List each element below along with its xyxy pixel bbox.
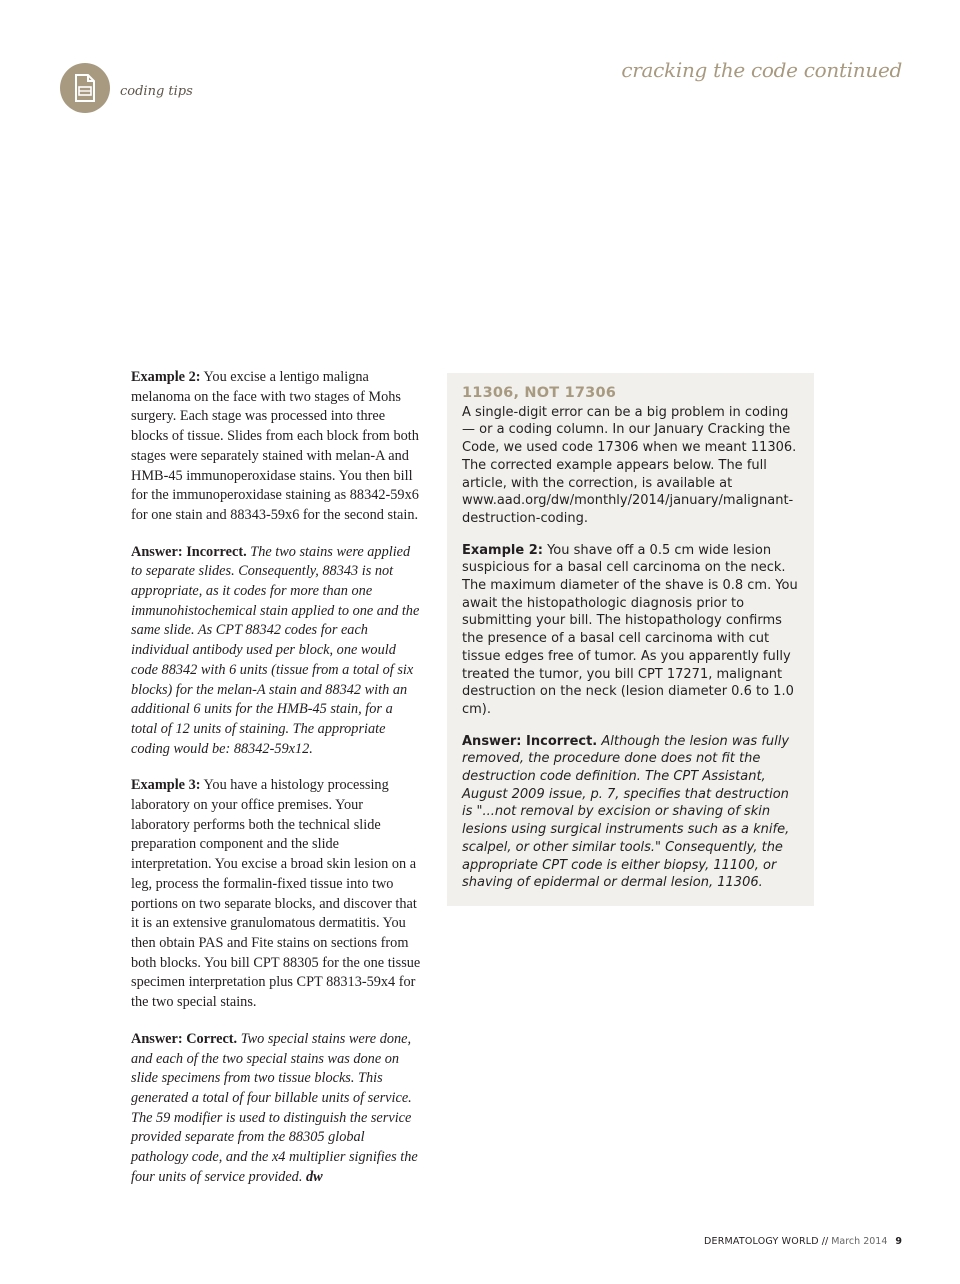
sidebar-example-2-label: Example 2:: [462, 542, 543, 558]
answer-3-text: Two special stains were done, and each of the two special stains was done on slide specimens from two tissue blocks. This generated a total of four billable units of service. The 59 modifier is used to distinguish the service provided separate from the 88305 global pathology code, and the x4 multiplier signifies the four units of service provided.: [131, 1030, 418, 1185]
sidebar-intro: A single-digit error can be a big problem in coding — or a coding column. In our January Cracking the Code, we used code 17306 when we meant 11306. The corrected example appears below. The full article, with the correction, is available at www.aad.org/dw/monthly/2014/january/malignant-destruction-coding.: [462, 404, 797, 526]
publication-name: DERMATOLOGY WORLD: [703, 1236, 819, 1247]
answer-2-text: The two stains were applied to separate slides. Consequently, 88343 is not appropriate, as it codes for more than one immunohistochemical stain applied to one and the same slide. As CPT 88342 codes for each individual antibody used per block, one would code 88342 with 6 units (tissue from a total of six blocks) for the melan-A stain and 88342 with an additional 6 units for the HMB-45 stain, for a total of 12 units of staining. The appropriate coding would be: 88342-59x12.: [131, 543, 420, 757]
example-2-label: Example 2:: [131, 369, 201, 385]
main-column: [131, 368, 421, 1204]
answer-3-label: Answer: Correct.: [131, 1030, 238, 1047]
example-3-paragraph: [131, 776, 421, 1012]
issue-date: March 2014: [831, 1236, 888, 1247]
document-icon: [73, 74, 97, 102]
sidebar-example-2: [462, 542, 799, 719]
section-badge: [60, 63, 110, 113]
sidebar-example-2-text: You shave off a 0.5 cm wide lesion suspicious for a basal cell carcinoma on the neck. The maximum diameter of the shave is 0.8 cm. You await the histopathologic diagnosis prior to submitting your bill. The histopathology confirms the presence of a basal cell carcinoma with cut tissue edges free of tumor. As you apparently fully treated the tumor, you bill CPT 17271, malignant destruction on the neck (lesion diameter 0.6 to 1.0 cm).: [462, 542, 798, 717]
sidebar-title: 11306, NOT 17306: [462, 385, 617, 401]
running-head: cracking the code continued: [621, 58, 902, 82]
sidebar-answer: [462, 733, 799, 892]
example-2-text: You excise a lentigo maligna melanoma on the face with two stages of Mohs surgery. Each stage was processed into three blocks of tissue. Slides from each block from both stages were separately stained with melan-A and HMB-45 immunoperoxidase stains. You then bill for the immunoperoxidase staining as 88342-59x6 for one stain and 88343-59x6 for the second stain.: [131, 369, 419, 523]
end-mark: dw: [305, 1168, 323, 1185]
page-footer: [704, 1236, 902, 1247]
correction-sidebar: [447, 373, 814, 906]
sidebar-answer-text: Although the lesion was fully removed, the procedure done does not fit the destruction code definition. The CPT Assistant, August 2009 issue, p. 7, specifies that destruction is "...not removal by excision or shaving of skin lesions using surgical instruments such as a knife, scalpel, or other similar tools." Consequently, the appropriate CPT code is either biopsy, 11100, or shaving of epidermal or dermal lesion, 11306.: [462, 733, 790, 891]
footer-separator: //: [818, 1236, 832, 1247]
page-number: 9: [895, 1236, 902, 1247]
section-label: coding tips: [120, 84, 193, 99]
sidebar-answer-label: Answer: Incorrect.: [462, 733, 598, 749]
example-3-label: Example 3:: [131, 777, 201, 794]
answer-2-label: Answer: Incorrect.: [131, 543, 247, 560]
answer-3-paragraph: [131, 1030, 421, 1188]
example-2-paragraph: [131, 368, 421, 526]
answer-2-paragraph: [131, 543, 421, 760]
example-3-text: You have a histology processing laboratory on your office premises. Your laboratory performs both the technical slide preparation component and the slide interpretation. You excise a broad skin lesion on a leg, process the formalin-fixed tissue into two portions on two separate blocks, and discover that it is an extensive granulomatous dermatitis. You then obtain PAS and Fite stains on sections from both blocks. You bill CPT 88305 for the one tissue specimen interpretation plus CPT 88313-59x4 for the two special stains.: [131, 777, 421, 1011]
